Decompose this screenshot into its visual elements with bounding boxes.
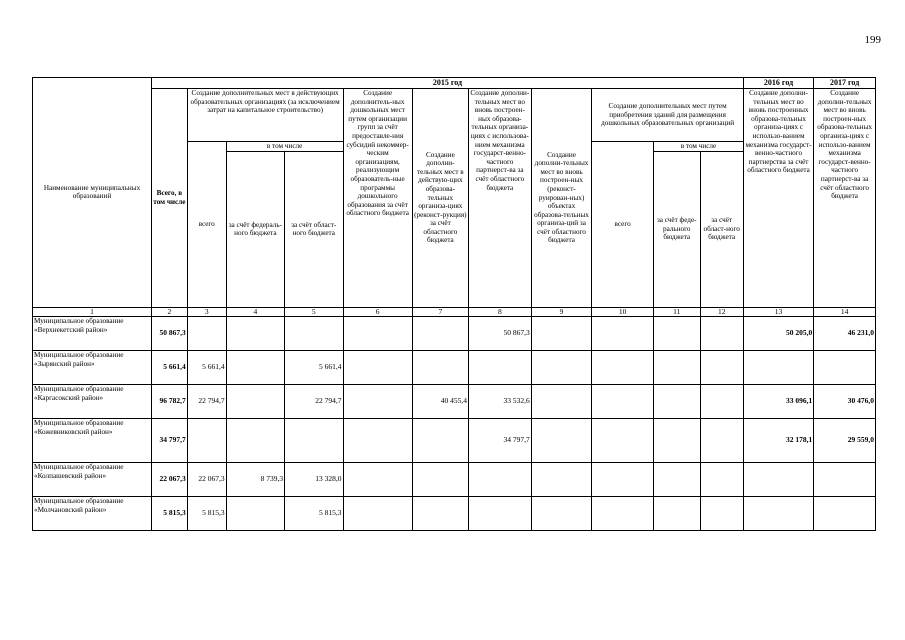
cell-c10 xyxy=(592,497,654,531)
cell-c12 xyxy=(700,317,743,351)
cell-c14: 46 231,0 xyxy=(814,317,876,351)
col-total-header: Всего, в том числе xyxy=(152,89,188,308)
cell-c10 xyxy=(592,419,654,463)
cell-c3 xyxy=(187,419,226,463)
cell-c3: 22 794,7 xyxy=(187,385,226,419)
cell-c11 xyxy=(653,317,700,351)
total-sub-header: всего xyxy=(187,142,226,308)
cell-c7: 40 455,4 xyxy=(412,385,468,419)
cell-c11 xyxy=(653,463,700,497)
cell-c14: 30 476,0 xyxy=(814,385,876,419)
cell-c13: 50 205,0 xyxy=(743,317,813,351)
cell-c7 xyxy=(412,463,468,497)
year-2017-header: 2017 год xyxy=(814,78,876,89)
cell-c11 xyxy=(653,351,700,385)
cell-c11 xyxy=(653,385,700,419)
cell-c9 xyxy=(531,351,592,385)
column-number: 12 xyxy=(700,307,743,317)
column-number: 5 xyxy=(285,307,343,317)
cell-c4 xyxy=(226,351,284,385)
cell-c7 xyxy=(412,317,468,351)
col-8-header: Создание дополни-тельных мест во вновь построен-ных образова-тельных организа-циях с использова-нием механизма государст-венно-частного партнерст-ва за счёт областного бюджета xyxy=(468,89,531,308)
cell-c12 xyxy=(700,419,743,463)
column-number: 2 xyxy=(152,307,188,317)
row-name: Муниципальное образование «Кожевниковский район» xyxy=(33,419,152,463)
column-number: 6 xyxy=(343,307,412,317)
cell-c14 xyxy=(814,497,876,531)
cell-c10 xyxy=(592,463,654,497)
col-14-header: Создание дополни-тельных мест во вновь построен-ных образова-тельных организа-циях с использо-ванием механизма государст-венно-частного партнерст-ва за счёт областного бюджета xyxy=(814,89,876,308)
cell-c9 xyxy=(531,463,592,497)
cell-c12 xyxy=(700,351,743,385)
column-number: 14 xyxy=(814,307,876,317)
row-name: Муниципальное образование «Зырянский район» xyxy=(33,351,152,385)
row-name: Муниципальное образование «Молчановский район» xyxy=(33,497,152,531)
in-that-number-2-header: в том числе xyxy=(653,142,743,152)
cell-c5 xyxy=(285,317,343,351)
cell-c8 xyxy=(468,351,531,385)
col-6-header: Создание дополнитель-ных дошкольных мест путем организации групп за счёт предоставле-ния субсидий некоммер-ческим организациям, реализующим образователь-ные программы дошкольного образования за счёт областного бюджета xyxy=(343,89,412,308)
col-7-header: Создание дополни-тельных мест в действую-щих образова-тельных организа-циях (реконст-рукция) за счёт областного бюджета xyxy=(412,89,468,308)
table-row xyxy=(33,497,876,531)
cell-c10 xyxy=(592,385,654,419)
cell-c9 xyxy=(531,317,592,351)
col-13-header: Создание дополни-тельных мест во вновь построенных образова-тельных организа-циях с использо-ванием механизма государст-венно-частного партнерства за счёт областного бюджета xyxy=(743,89,813,308)
cell-c3 xyxy=(187,317,226,351)
column-number: 7 xyxy=(412,307,468,317)
cell-c8: 33 532,6 xyxy=(468,385,531,419)
cell-c5 xyxy=(285,419,343,463)
cell-c8 xyxy=(468,463,531,497)
cell-c6 xyxy=(343,351,412,385)
cell-c10 xyxy=(592,351,654,385)
cell-c10 xyxy=(592,317,654,351)
cell-c11 xyxy=(653,419,700,463)
cell-c5: 5 661,4 xyxy=(285,351,343,385)
cell-c6 xyxy=(343,317,412,351)
cell-c4 xyxy=(226,385,284,419)
column-number: 8 xyxy=(468,307,531,317)
column-number-row xyxy=(33,307,876,317)
header-row-groups xyxy=(33,89,876,142)
group-acquire-header: Создание дополнительных мест путем приобретения зданий для размещения дошкольных образовательных организаций xyxy=(592,89,744,142)
year-2015-header: 2015 год xyxy=(152,78,744,89)
table-row xyxy=(33,463,876,497)
cell-total: 5 661,4 xyxy=(152,351,188,385)
column-number: 3 xyxy=(187,307,226,317)
cell-c3: 5 661,4 xyxy=(187,351,226,385)
cell-c13: 32 178,1 xyxy=(743,419,813,463)
cell-total: 5 815,3 xyxy=(152,497,188,531)
row-name: Муниципальное образование «Колпашевский район» xyxy=(33,463,152,497)
cell-c6 xyxy=(343,419,412,463)
cell-c12 xyxy=(700,497,743,531)
cell-c14 xyxy=(814,351,876,385)
column-number: 1 xyxy=(33,307,152,317)
cell-c11 xyxy=(653,497,700,531)
cell-c14 xyxy=(814,463,876,497)
cell-c9 xyxy=(531,385,592,419)
total-sub-2-header: всего xyxy=(592,142,654,308)
federal-sub-2-header: за счёт феде-рального бюджета xyxy=(653,151,700,307)
cell-c13: 33 096,1 xyxy=(743,385,813,419)
group-existing-header: Создание дополнительных мест в действующих образовательных организациях (за исключением затрат на капитальное строительство) xyxy=(187,89,343,142)
cell-c12 xyxy=(700,385,743,419)
cell-c6 xyxy=(343,497,412,531)
regional-sub-2-header: за счёт област-ного бюджета xyxy=(700,151,743,307)
cell-c4: 8 739,3 xyxy=(226,463,284,497)
cell-c13 xyxy=(743,497,813,531)
cell-total: 34 797,7 xyxy=(152,419,188,463)
cell-c8: 34 797,7 xyxy=(468,419,531,463)
cell-c4 xyxy=(226,497,284,531)
column-number: 4 xyxy=(226,307,284,317)
row-name: Муниципальное образование «Верхнекетский район» xyxy=(33,317,152,351)
cell-c13 xyxy=(743,351,813,385)
column-number: 9 xyxy=(531,307,592,317)
cell-c8 xyxy=(468,497,531,531)
cell-c14: 29 559,0 xyxy=(814,419,876,463)
table-row xyxy=(33,385,876,419)
header-row-years xyxy=(33,78,876,89)
table-row xyxy=(33,317,876,351)
table-row xyxy=(33,419,876,463)
in-that-number-header: в том числе xyxy=(226,142,343,152)
cell-c6 xyxy=(343,385,412,419)
cell-c5: 13 328,0 xyxy=(285,463,343,497)
cell-c12 xyxy=(700,463,743,497)
cell-c3: 5 815,3 xyxy=(187,497,226,531)
cell-c5: 22 794,7 xyxy=(285,385,343,419)
cell-total: 96 782,7 xyxy=(152,385,188,419)
cell-c13 xyxy=(743,463,813,497)
cell-c7 xyxy=(412,419,468,463)
column-number: 11 xyxy=(653,307,700,317)
cell-total: 22 067,3 xyxy=(152,463,188,497)
cell-c7 xyxy=(412,497,468,531)
federal-sub-header: за счёт федераль-ного бюджета xyxy=(226,151,284,307)
table-row xyxy=(33,351,876,385)
year-2016-header: 2016 год xyxy=(743,78,813,89)
cell-total: 50 867,3 xyxy=(152,317,188,351)
cell-c5: 5 815,3 xyxy=(285,497,343,531)
page-number: 199 xyxy=(864,34,881,46)
row-name: Муниципальное образование «Каргасокский район» xyxy=(33,385,152,419)
budget-table xyxy=(32,77,876,531)
cell-c9 xyxy=(531,419,592,463)
cell-c8: 50 867,3 xyxy=(468,317,531,351)
cell-c4 xyxy=(226,317,284,351)
cell-c4 xyxy=(226,419,284,463)
cell-c7 xyxy=(412,351,468,385)
cell-c9 xyxy=(531,497,592,531)
cell-c3: 22 067,3 xyxy=(187,463,226,497)
col-name-header: Наименование муниципальных образований xyxy=(33,78,152,308)
column-number: 10 xyxy=(592,307,654,317)
regional-sub-header: за счёт област-ного бюджета xyxy=(285,151,343,307)
col-9-header: Создание дополни-тельных мест во вновь построен-ных (реконст-руирован-ных) объектах образова-тельных организа-ций за счёт областного бюджета xyxy=(531,89,592,308)
column-number: 13 xyxy=(743,307,813,317)
cell-c6 xyxy=(343,463,412,497)
